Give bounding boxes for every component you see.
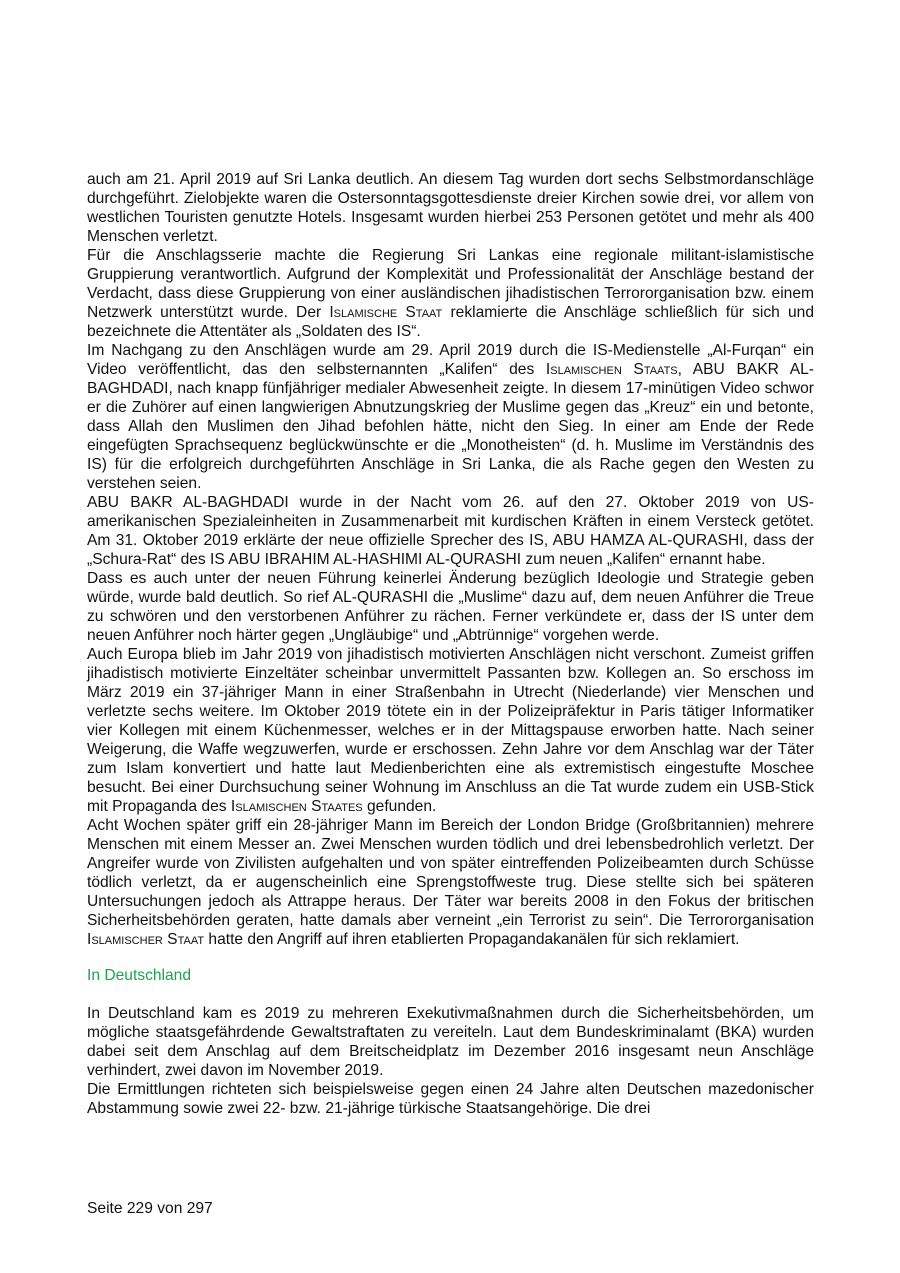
paragraph-new-leadership: Dass es auch unter der neuen Führung keinerlei Änderung bezüglich Ideologie und Strategie geben würde, wurde bald deutlich. So rief AL-QURASHI die „Muslime“ dazu auf, dem neuen Anführer die Treue zu schwören und den verstorbenen Anführer zu rächen. Ferner verkündete er, dass der IS unter dem neuen Anführer noch härter gegen „Ungläubige“ und „Abtrünnige“ vorgehen werde.: [87, 570, 814, 644]
paragraph-sri-lanka-attacks: auch am 21. April 2019 auf Sri Lanka deutlich. An diesem Tag wurden dort sechs Selbstmordanschläge durchgeführt. Zielobjekte waren die Ostersonntagsgottesdienste dreier Kirchen sowie drei, vor allem von westlichen Touristen genutzte Hotels. Insgesamt wurden hierbei 253 Personen getötet und mehr als 400 Menschen verletzt.: [87, 171, 814, 245]
paragraph-investigations: Die Ermittlungen richteten sich beispielsweise gegen einen 24 Jahre alten Deutschen mazedonischer Abstammung sowie zwei 22- bzw. 21-jährige türkische Staatsangehörige. Die drei: [87, 1081, 814, 1117]
paragraph-video-release: Im Nachgang zu den Anschlägen wurde am 29. April 2019 durch die IS-Medienstelle „Al-Furqan“ ein Video veröffentlicht, das den selbsternannten „Kalifen“ des Islamischen Staats, ABU BAKR AL-BAGHDADI, nach knapp fünfjähriger medialer Abwesenheit zeigte. In diesem 17-minütigen Video schwor er die Zuhörer auf einen langwierigen Abnutzungskrieg der Muslime gegen das „Kreuz“ ein und betonte, dass Allah den Muslimen den Jihad befohlen hätte, nicht den Sieg. In einer am Ende der Rede eingefügten Sprachsequenz beglückwünschte er die „Monotheisten“ (d. h. Muslime im Verständnis des IS) für die erfolgreich durchgeführten Anschläge in Sri Lanka, die als Rache gegen den Westen zu verstehen seien.: [87, 342, 814, 492]
organization-name: Islamischer Staat: [87, 931, 205, 948]
organization-name: Islamische Staat: [329, 304, 443, 321]
document-body: [87, 170, 814, 1118]
organization-name: Islamischen Staates: [230, 798, 363, 815]
paragraph-responsibility: Für die Anschlagsserie machte die Regierung Sri Lankas eine regionale militant-islamistische Gruppierung verantwortlich. Aufgrund der Komplexität und Professionalität der Anschläge bestand der Verdacht, dass diese Gruppierung von einer ausländischen jihadistischen Terrororganisation bzw. einem Netzwerk unterstützt wurde. Der Islamische Staat reklamierte die Anschläge schließlich für sich und bezeichnete die Attentäter als „Soldaten des IS“.: [87, 247, 814, 340]
organization-name: Islamischen Staats: [545, 361, 678, 378]
paragraph-london-bridge: Acht Wochen später griff ein 28-jähriger Mann im Bereich der London Bridge (Großbritannien) mehrere Menschen mit einem Messer an. Zwei Menschen wurden tödlich und drei lebensbedrohlich verletzt. Der Angreifer wurde von Zivilisten aufgehalten und von später eintreffenden Polizeibeamten durch Schüsse tödlich verletzt, da er augenscheinlich eine Sprengstoffweste trug. Diese stellte sich bei späteren Untersuchungen jedoch als Attrappe heraus. Der Täter war bereits 2008 in den Fokus der britischen Sicherheitsbehörden geraten, hatte damals aber verneint „ein Terrorist zu sein“. Die Terrororganisation Islamischer Staat hatte den Angriff auf ihren etablierten Propagandakanälen für sich reklamiert.: [87, 817, 814, 948]
section-heading: In Deutschland: [87, 967, 192, 984]
paragraph-germany-measures: In Deutschland kam es 2019 zu mehreren Exekutivmaßnahmen durch die Sicherheitsbehörden, um mögliche staatsgefährdende Gewaltstraftaten zu vereiteln. Laut dem Bundeskriminalamt (BKA) wurden dabei seit dem Anschlag auf dem Breitscheidplatz im Dezember 2016 insgesamt neun Anschläge verhindert, zwei davon im November 2019.: [87, 1005, 814, 1079]
paragraph-baghdadi-death: ABU BAKR AL-BAGHDADI wurde in der Nacht vom 26. auf den 27. Oktober 2019 von US-amerikanischen Spezialeinheiten in Zusammenarbeit mit kurdischen Kräften in einem Versteck getötet. Am 31. Oktober 2019 erklärte der neue offizielle Sprecher des IS, ABU HAMZA AL-QURASHI, dass der „Schura-Rat“ des IS ABU IBRAHIM AL-HASHIMI AL-QURASHI zum neuen „Kalifen“ ernannt habe.: [87, 494, 814, 568]
page-number: Seite 229 von 297: [87, 1200, 213, 1217]
paragraph-europe-attacks: Auch Europa blieb im Jahr 2019 von jihadistisch motivierten Anschlägen nicht verschont. Zumeist griffen jihadistisch motivierte Einzeltäter scheinbar unvermittelt Passanten bzw. Kollegen an. So erschoss im März 2019 ein 37-jähriger Mann in einer Straßenbahn in Utrecht (Niederlande) vier Menschen und verletzte sechs weitere. Im Oktober 2019 tötete ein in der Polizeipräfektur in Paris tätiger Informatiker vier Kollegen mit einem Küchenmesser, welches er in der Mittagspause erworben hatte. Nach seiner Weigerung, die Waffe wegzuwerfen, wurde er erschossen. Zehn Jahre vor dem Anschlag war der Täter zum Islam konvertiert und hatte laut Medienberichten eine als extremistisch eingestufte Moschee besucht. Bei einer Durchsuchung seiner Wohnung im Anschluss an die Tat wurde zudem ein USB-Stick mit Propaganda des Islamischen Staates gefunden.: [87, 646, 814, 815]
